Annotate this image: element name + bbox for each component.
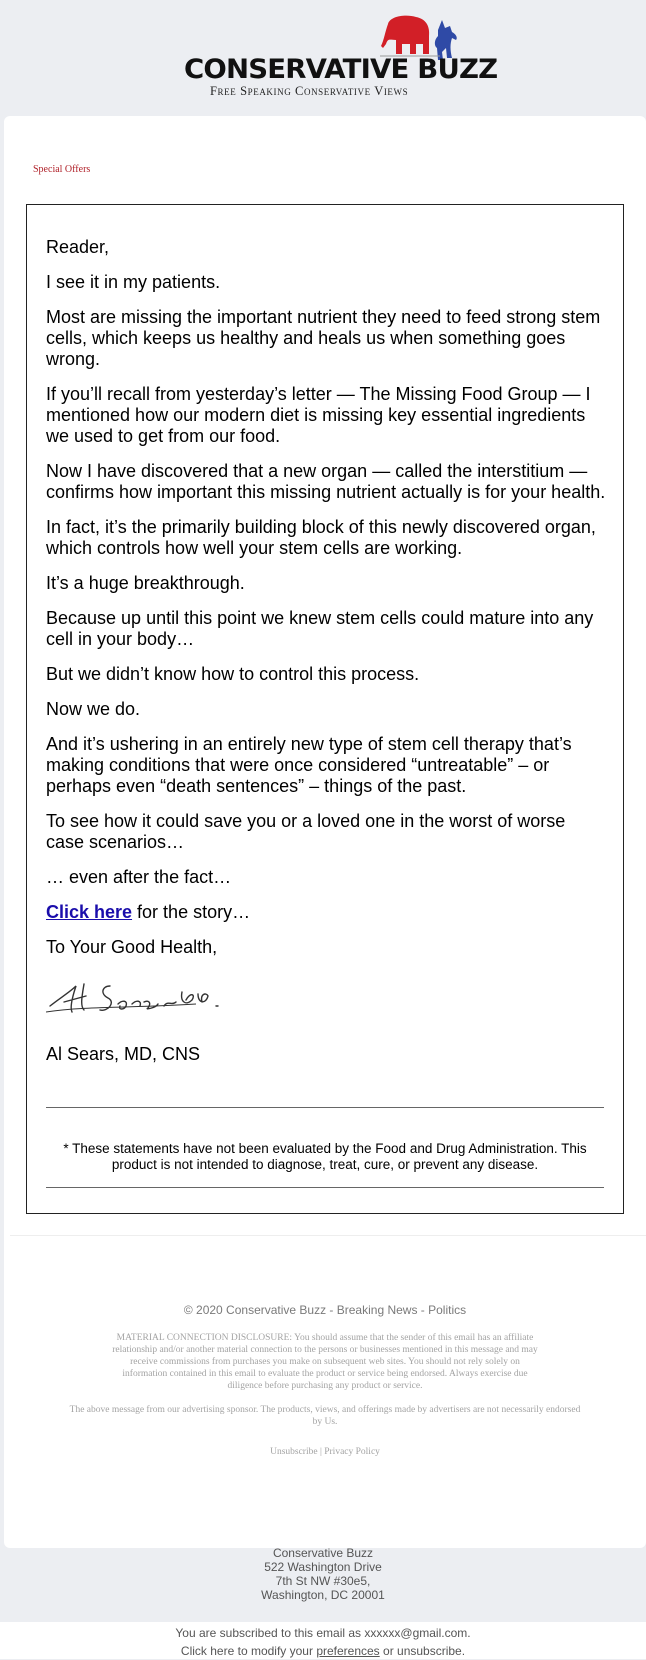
subscribed-email-text: You are subscribed to this email as xxxxxx@gmail.com. [175,1626,471,1640]
address-line: 522 Washington Drive [264,1560,382,1574]
disclaimer-bottom-rule [46,1187,604,1188]
privacy-policy-link[interactable]: Privacy Policy [324,1447,380,1457]
paragraph: To see how it could save you or a loved one in the worst of worse case scenarios… [46,811,566,852]
link-separator: | [319,1447,322,1457]
paragraph: Now I have discovered that a new organ — called the interstitium — confirms how important this missing nutrient actually is for your health. [46,461,606,502]
paragraph: But we didn’t know how to control this process. [46,664,420,684]
copyright-text: © 2020 Conservative Buzz - Breaking News - Politics [183,1303,467,1317]
letter-box [26,204,624,1214]
special-offers-label: Special Offers [33,164,91,175]
paragraph: Because up until this point we knew stem cells could mature into any cell in your body… [46,608,594,649]
paragraph: Now we do. [46,699,141,719]
paragraph: … even after the fact… [46,867,232,887]
paragraph: I see it in my patients. [46,272,221,292]
footer-links [4,1447,646,1457]
paragraph: And it’s ushering in an entirely new type of stem cell therapy that’s making conditions that were once considered “untreatable” – or perhaps even “death sentences” – things of the past. [46,734,572,796]
click-here-link[interactable]: Click here [46,902,133,922]
address-line: Washington, DC 20001 [261,1588,385,1602]
letter-content [46,237,606,1079]
material-disclosure: MATERIAL CONNECTION DISCLOSURE: You should assume that the sender of this email has an affiliate relationship and/or another material connection to the persons or businesses mentioned in this message and may receive commissions from purchases you make on subsequent web sites. You should not rely solely on information contained in this email to evaluate the product or service being endorsed. Always exercise due diligence before purchasing any product or service. [112,1333,538,1391]
elephant-icon [381,16,429,54]
paragraph: It’s a huge breakthrough. [46,573,245,593]
logo-tagline: Free Speaking Conservative Views [210,84,409,98]
sponsor-notice: The above message from our advertising sponsor. The products, views, and offerings made by advertisers are not necessarily endorsed by Us. [69,1405,581,1427]
paragraph: If you’ll recall from yesterday’s letter — The Missing Food Group — I mentioned how our modern diet is missing key essential ingredients we used to get from our food. [46,384,591,446]
modify-prefix: Click here to modify your [180,1644,317,1658]
disclaimer-top-rule [46,1107,604,1108]
signature-image [46,972,236,1024]
logo-title: CONSERVATIVE BUZZ [184,54,498,85]
preferences-link[interactable]: preferences [316,1644,380,1658]
postal-address [0,1546,646,1602]
paragraph: In fact, it’s the primarily building block of this newly discovered organ, which controls how well your stem cells are working. [46,517,596,558]
signer-name: Al Sears, MD, CNS [46,1044,201,1064]
conservative-buzz-logo[interactable] [184,14,498,100]
fda-disclaimer: * These statements have not been evaluated by the Food and Drug Administration. This product is not intended to diagnose, treat, cure, or prevent any disease. [63,1141,587,1172]
cta-paragraph [46,902,606,923]
address-name: Conservative Buzz [272,1546,374,1560]
modify-subscription-text [0,1642,646,1660]
address-line: 7th St NW #30e5, [275,1574,371,1588]
closing: To Your Good Health, [46,937,218,957]
email-card [4,116,646,1548]
email-header [0,0,646,116]
modify-suffix: or unsubscribe. [379,1644,466,1658]
subscription-notice [0,1624,646,1660]
paragraph: Most are missing the important nutrient they need to feed strong stem cells, which keeps us healthy and heals us when something goes wrong. [46,307,601,369]
greeting: Reader, [46,237,110,257]
cta-suffix: for the story… [132,902,251,922]
footer-divider [10,1235,646,1236]
unsubscribe-link[interactable]: Unsubscribe [270,1447,318,1457]
